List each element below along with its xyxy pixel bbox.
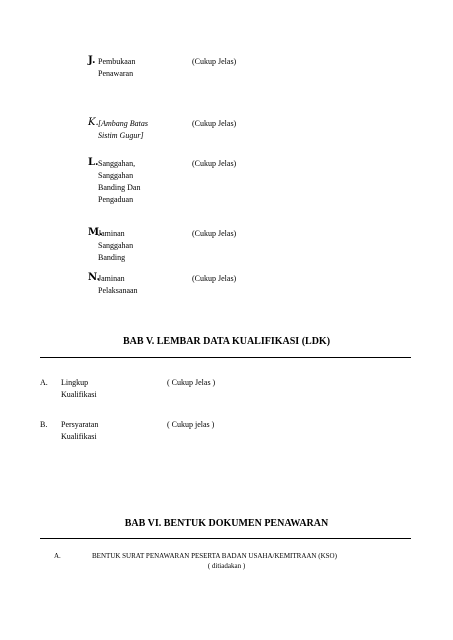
item-value: ( Cukup Jelas ) [167, 378, 216, 387]
item-label: Persyaratan Kualifikasi [61, 420, 99, 441]
item-value: (Cukup Jelas) [192, 274, 237, 283]
item-text: BENTUK SURAT PENAWARAN PESERTA BADAN USAHA/KEMITRAAN (KSO) [92, 552, 337, 560]
bab6-heading: BAB VI. BENTUK DOKUMEN PENAWARAN [124, 518, 329, 529]
item-value: (Cukup Jelas) [192, 159, 237, 168]
item-value: (Cukup Jelas) [192, 119, 237, 128]
item-letter: B. [40, 420, 48, 429]
item-letter: J. [88, 55, 96, 66]
item-value: (Cukup Jelas) [192, 229, 237, 238]
item-letter: M. [88, 227, 103, 238]
item-letter: A. [54, 552, 61, 560]
item-value: ( Cukup jelas ) [167, 420, 215, 429]
item-label: Sanggahan, Sanggahan Banding Dan Pengaduan [98, 159, 141, 204]
item-label: Jaminan Sanggahan Banding [98, 229, 134, 262]
item-value: (Cukup Jelas) [192, 57, 237, 66]
section-divider [40, 538, 411, 539]
item-letter: L. [88, 157, 99, 168]
item-label: Pembukaan Penawaran [98, 57, 136, 78]
bab5-heading: BAB V. LEMBAR DATA KUALIFIKASI (LDK) [122, 336, 331, 347]
item-label: [Ambang Batas Sistim Gugur] [98, 119, 148, 140]
item-letter: K. [88, 117, 99, 128]
item-letter: A. [40, 378, 48, 387]
item-label: Lingkup Kualifikasi [61, 378, 97, 399]
item-note: ( ditiadakan ) [207, 562, 246, 570]
section-divider [40, 357, 411, 358]
item-label: Jaminan Pelaksanaan [98, 274, 138, 295]
item-letter: N. [88, 272, 100, 283]
